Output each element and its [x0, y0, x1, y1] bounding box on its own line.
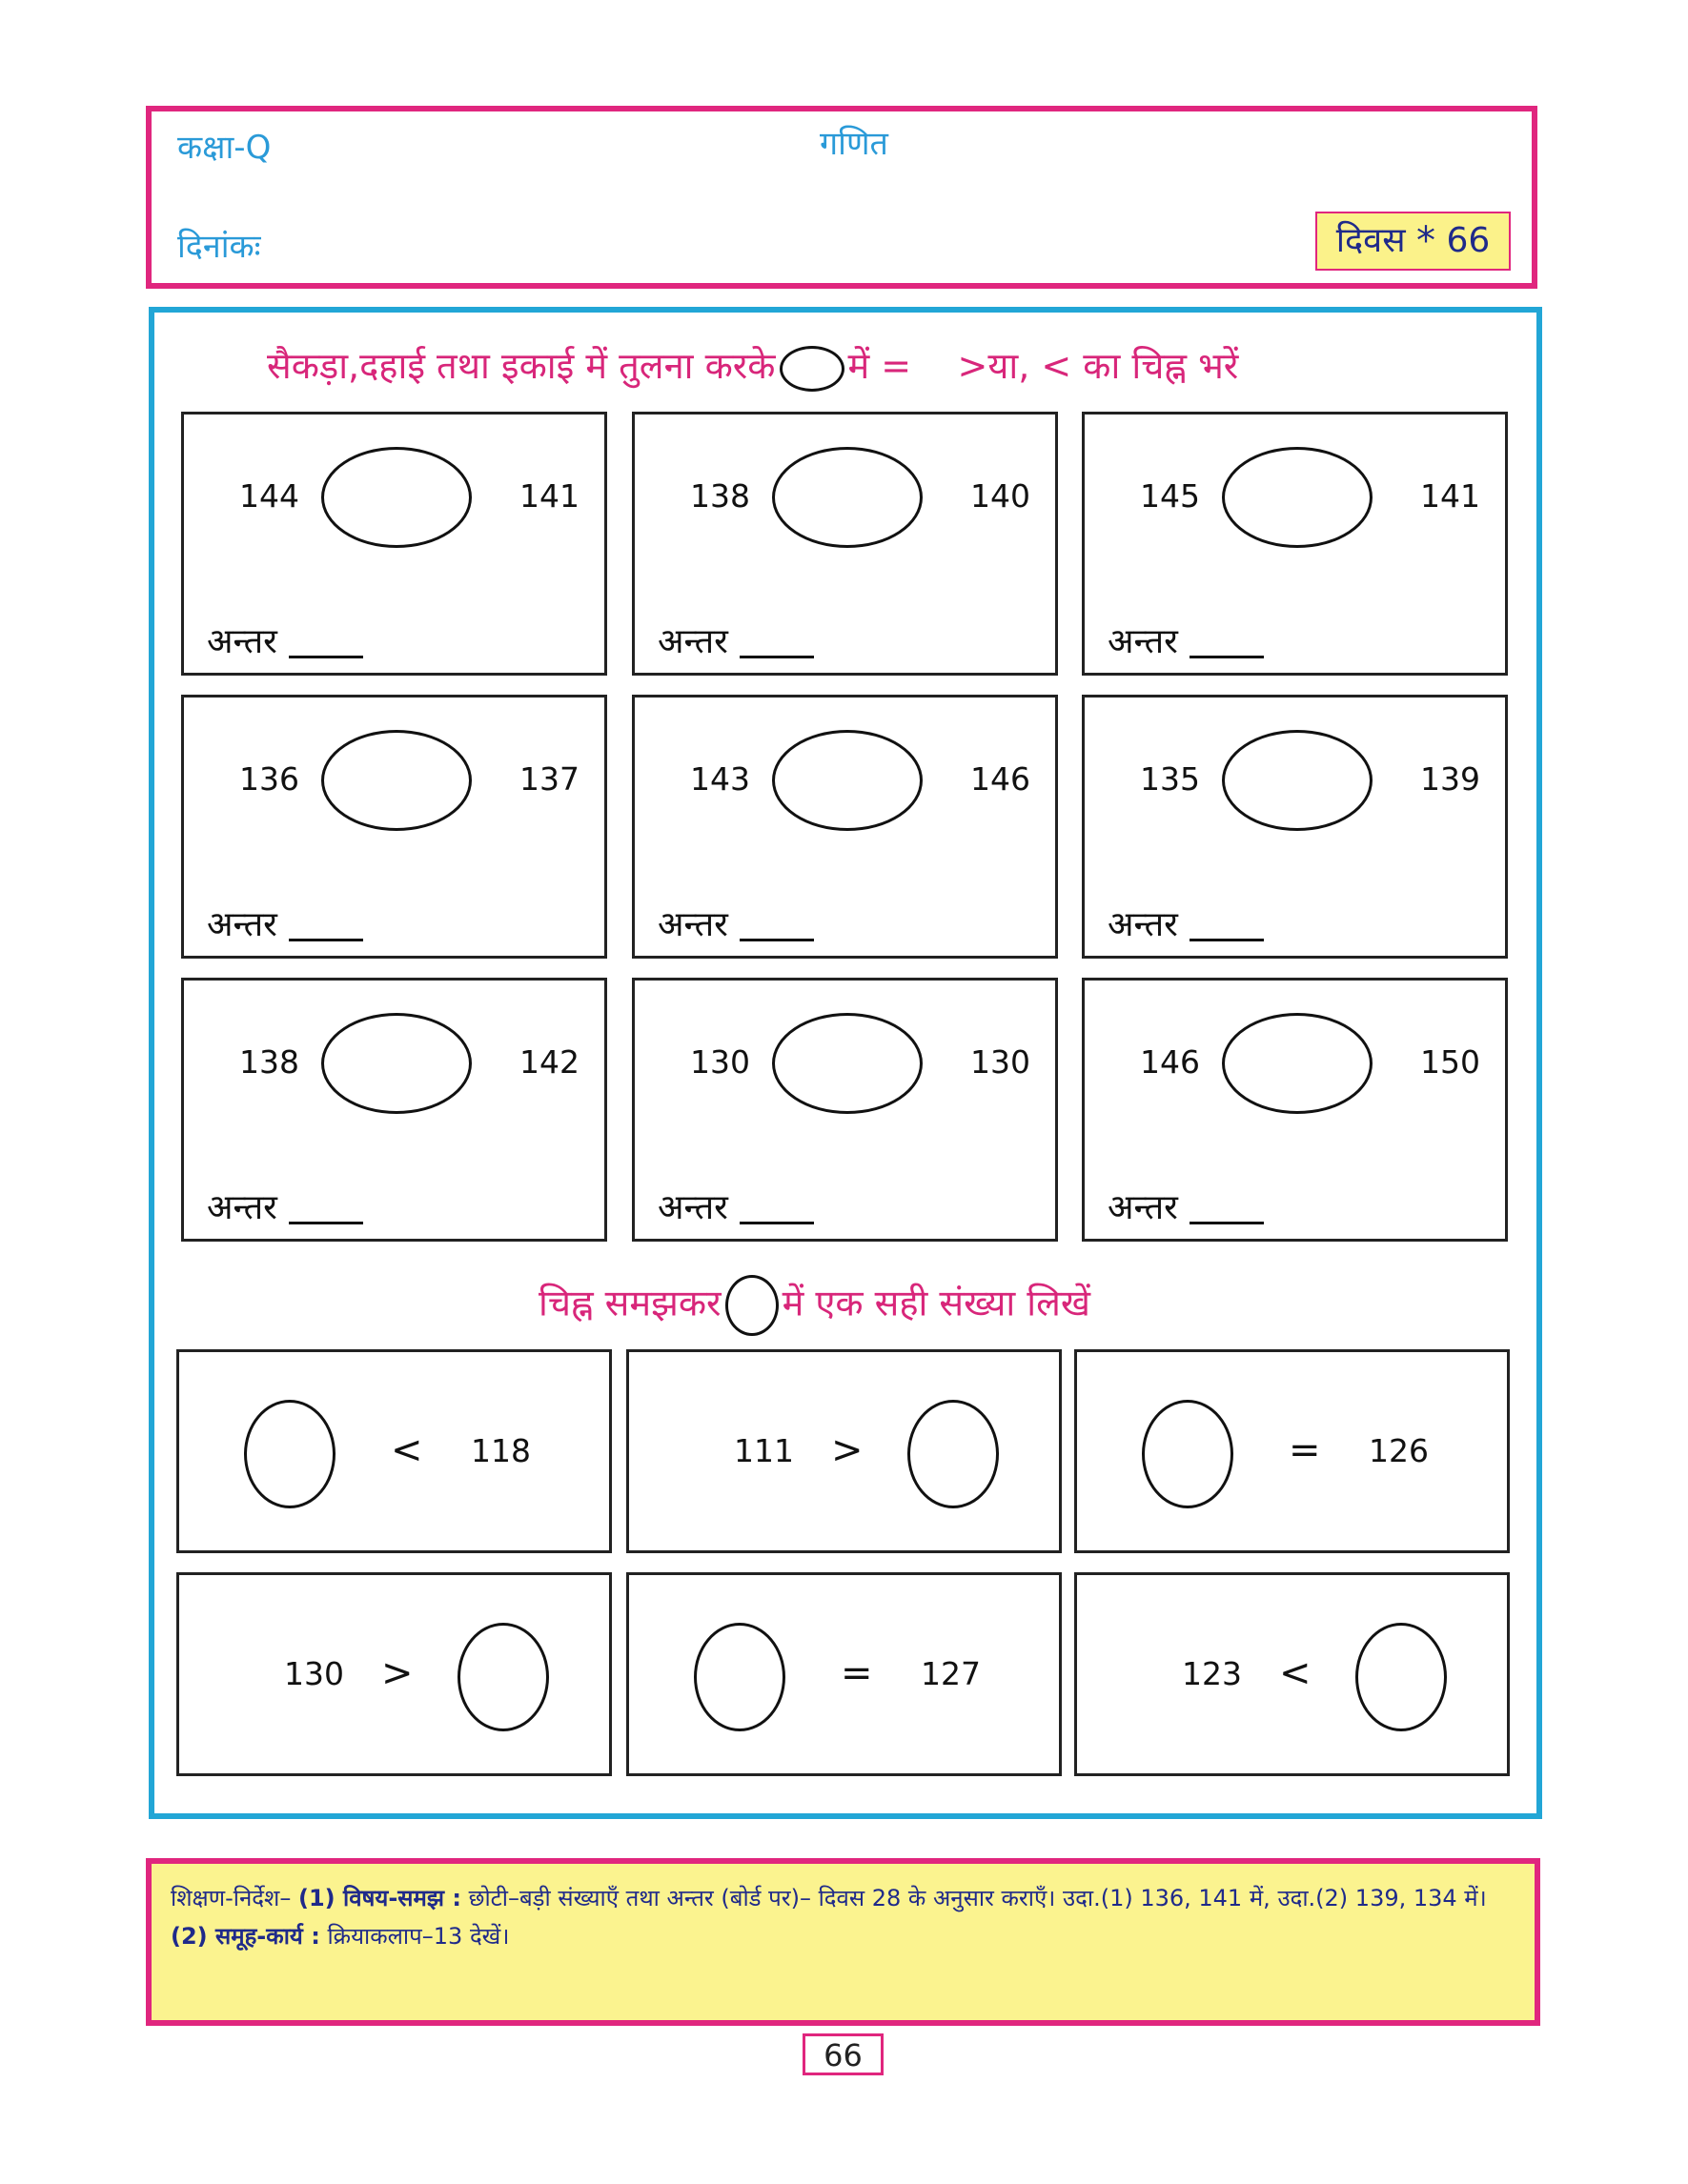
- subject-title: गणित: [820, 125, 888, 163]
- answer-oval[interactable]: [321, 1013, 472, 1114]
- comparison-symbol: =: [841, 1651, 873, 1695]
- answer-oval[interactable]: [772, 730, 923, 831]
- section1-instruction: सैकड़ा,दहाई तथा इकाई में तुलना करके में = >या, < का चिह्न भरें: [267, 340, 1238, 392]
- section2-instruction: चिह्न समझकर में एक सही संख्या लिखें: [539, 1275, 1090, 1336]
- left-number: 143: [690, 760, 750, 798]
- fill-cell: [626, 1572, 1062, 1776]
- comparison-cell: [181, 978, 607, 1242]
- comparison-cell: [632, 695, 1058, 959]
- given-number: 130: [284, 1655, 344, 1692]
- difference-label: अन्तर: [207, 622, 277, 661]
- day-badge: [1315, 212, 1511, 271]
- left-number: 130: [690, 1043, 750, 1081]
- star-icon: *: [1415, 219, 1435, 263]
- difference-blank[interactable]: [1190, 939, 1264, 941]
- comparison-symbol: =: [1289, 1428, 1321, 1472]
- difference-blank[interactable]: [740, 1222, 814, 1224]
- comparison-cell: [181, 412, 607, 676]
- given-number: 123: [1182, 1655, 1242, 1692]
- right-number: 140: [970, 477, 1030, 515]
- fill-cell: [626, 1349, 1062, 1553]
- answer-oval[interactable]: [321, 730, 472, 831]
- day-number: 66: [1446, 221, 1491, 260]
- fill-cell: [1074, 1349, 1510, 1553]
- comparison-cell: [1082, 978, 1508, 1242]
- answer-oval[interactable]: [321, 447, 472, 548]
- teacher-instructions: शिक्षण-निर्देश– (1) विषय-समझ : छोटी–बड़ी संख्याएँ तथा अन्तर (बोर्ड पर)– दिवस 28 के अनुसार कराएँ। उदा.(1) 136, 141 में, उदा.(2) 139, 134 में। (2) समूह-कार्य : क्रियाकलाप–13 देखें।: [146, 1858, 1540, 2026]
- comparison-cell: [1082, 412, 1508, 676]
- answer-oval[interactable]: [1355, 1623, 1447, 1731]
- answer-oval[interactable]: [1222, 447, 1373, 548]
- left-number: 145: [1140, 477, 1200, 515]
- difference-row: [658, 617, 814, 663]
- comparison-cell: [632, 412, 1058, 676]
- difference-blank[interactable]: [289, 656, 363, 658]
- answer-oval[interactable]: [1142, 1400, 1233, 1508]
- difference-row: [1108, 900, 1264, 946]
- given-number: 111: [734, 1432, 794, 1469]
- given-number: 118: [471, 1432, 531, 1469]
- right-number: 137: [519, 760, 580, 798]
- difference-row: [207, 1183, 363, 1229]
- answer-oval[interactable]: [244, 1400, 336, 1508]
- answer-oval[interactable]: [1222, 730, 1373, 831]
- answer-oval[interactable]: [1222, 1013, 1373, 1114]
- right-number: 130: [970, 1043, 1030, 1081]
- difference-label: अन्तर: [1108, 622, 1178, 661]
- difference-label: अन्तर: [658, 1188, 728, 1227]
- class-label: कक्षा-Q: [177, 129, 272, 167]
- comparison-cell: [632, 978, 1058, 1242]
- difference-label: अन्तर: [207, 1188, 277, 1227]
- answer-oval[interactable]: [772, 1013, 923, 1114]
- left-number: 144: [239, 477, 299, 515]
- left-number: 135: [1140, 760, 1200, 798]
- difference-label: अन्तर: [207, 905, 277, 944]
- left-number: 138: [690, 477, 750, 515]
- difference-blank[interactable]: [289, 1222, 363, 1224]
- difference-blank[interactable]: [740, 939, 814, 941]
- given-number: 127: [921, 1655, 981, 1692]
- difference-blank[interactable]: [1190, 656, 1264, 658]
- answer-oval[interactable]: [694, 1623, 785, 1731]
- comparison-cell: [181, 695, 607, 959]
- right-number: 141: [519, 477, 580, 515]
- difference-row: [658, 1183, 814, 1229]
- comparison-symbol: >: [381, 1651, 414, 1695]
- fill-cell: [176, 1572, 612, 1776]
- difference-blank[interactable]: [740, 656, 814, 658]
- difference-row: [1108, 1183, 1264, 1229]
- difference-row: [658, 900, 814, 946]
- difference-row: [207, 617, 363, 663]
- right-number: 150: [1420, 1043, 1480, 1081]
- difference-row: [207, 900, 363, 946]
- oval-icon: [780, 346, 844, 392]
- difference-label: अन्तर: [1108, 905, 1178, 944]
- answer-oval[interactable]: [458, 1623, 549, 1731]
- comparison-symbol: <: [1279, 1651, 1312, 1695]
- right-number: 141: [1420, 477, 1480, 515]
- left-number: 138: [239, 1043, 299, 1081]
- difference-label: अन्तर: [658, 905, 728, 944]
- answer-oval[interactable]: [907, 1400, 999, 1508]
- right-number: 146: [970, 760, 1030, 798]
- given-number: 126: [1369, 1432, 1429, 1469]
- fill-cell: [1074, 1572, 1510, 1776]
- comparison-symbol: <: [391, 1428, 423, 1472]
- date-label: दिनांकः: [177, 228, 261, 266]
- left-number: 146: [1140, 1043, 1200, 1081]
- comparison-cell: [1082, 695, 1508, 959]
- difference-label: अन्तर: [1108, 1188, 1178, 1227]
- difference-row: [1108, 617, 1264, 663]
- left-number: 136: [239, 760, 299, 798]
- difference-blank[interactable]: [289, 939, 363, 941]
- right-number: 139: [1420, 760, 1480, 798]
- oval-icon: [725, 1275, 779, 1336]
- answer-oval[interactable]: [772, 447, 923, 548]
- comparison-symbol: >: [831, 1428, 864, 1472]
- difference-label: अन्तर: [658, 622, 728, 661]
- page-number: 66: [803, 2033, 884, 2075]
- difference-blank[interactable]: [1190, 1222, 1264, 1224]
- day-label: दिवस: [1335, 221, 1406, 260]
- fill-cell: [176, 1349, 612, 1553]
- right-number: 142: [519, 1043, 580, 1081]
